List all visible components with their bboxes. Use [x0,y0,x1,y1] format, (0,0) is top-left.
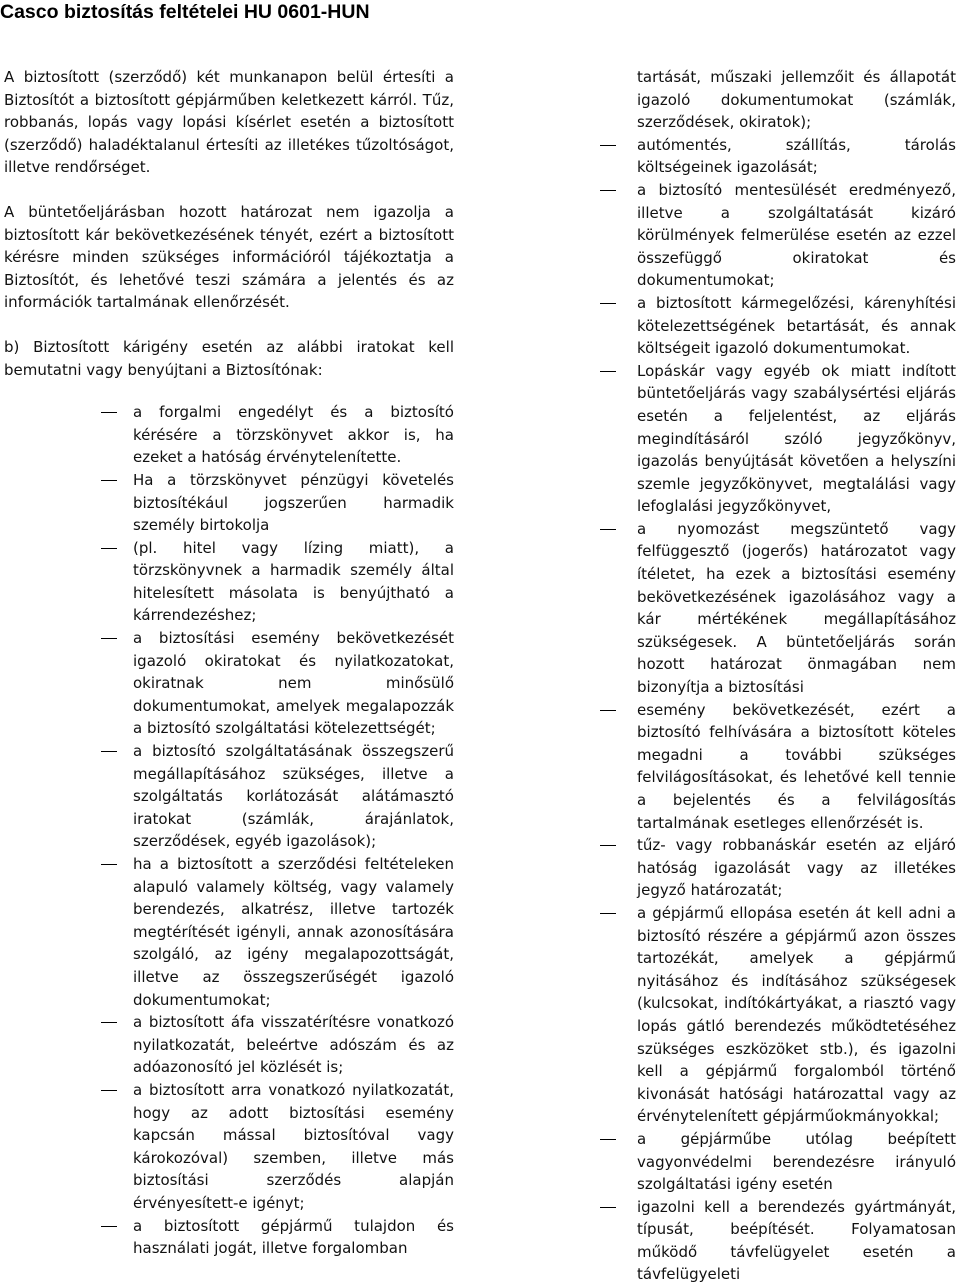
list-item [600,834,956,902]
left-column [4,66,454,1260]
dash-bullet [101,412,117,413]
list-item-text: esemény bekövetkezését, ezért a biztosító felhívására a biztosított köteles megadni a további szükséges felvilágosításokat, és lehetővé kell tennie a bejelentés és a felvilágosítás tartalmának esetleges ellenőrzését is. [637,700,956,832]
dash-bullet [600,913,616,914]
list-item-text: a gépjárműbe utólag beépített vagyonvédelmi berendezésre irányuló szolgáltatási igény esetén [637,1129,956,1194]
list-item-text: a nyomozást megszüntető vagy felfüggesztő (jogerős) határozatot vagy ítéletet, ha ezek a biztosítási esemény bekövetkezésének igazolásához vagy a kár mértékének megállapításához szükségesek. A büntetőeljárás során hozott határozat önmagában nem bizonyítja a biztosítási [637,519,956,697]
dash-bullet [101,751,117,752]
list-item [4,1215,454,1260]
list-item [600,518,956,699]
document-title: Casco biztosítás feltételei HU 0601-HUN [0,1,370,23]
list-item-text: autómentés, szállítás, tárolás költségeinek igazolását; [637,135,956,177]
list-item-continuation [600,66,956,134]
paragraph-criminal-proceedings: A büntetőeljárásban hozott határozat nem igazolja a biztosított kár bekövetkezésének tényét, ezért a biztosított kérésre minden szükséges információról tájékoztatja a Biztosítót, és lehetővé teszi számára a jelentés és az információk tartalmának ellenőrzését. [4,202,454,312]
list-item [4,401,454,469]
dash-bullet [101,480,117,481]
list-item [4,853,454,1011]
list-item-text: a biztosított kármegelőzési, kárenyhítési kötelezettségének betartását, és annak költségeit igazoló dokumentumokat. [637,293,956,358]
dash-bullet [101,548,117,549]
list-item [4,627,454,740]
dash-bullet [600,529,616,530]
list-item [600,1128,956,1196]
list-item [600,179,956,292]
dash-bullet [600,190,616,191]
list-item-text: Lopáskár vagy egyéb ok miatt indított büntetőeljárás vagy szabálysértési eljárás esetén a feljelentést, az eljárás megindításáról szóló jegyzőkönyv, igazolás benyújtását követően a helyszíni szemle jegyzőkönyvet, megtalálási vagy lefoglalási jegyzőkönyvet, [637,361,956,516]
dash-bullet [101,638,117,639]
continued-documents-list [600,66,956,1286]
list-item [600,902,956,1128]
list-item [4,1079,454,1215]
dash-bullet [101,1022,117,1023]
list-item-text: igazolni kell a berendezés gyártmányát, típusát, beépítését. Folyamatosan működő távfelügyelet esetén a távfelügyeleti [637,1197,956,1284]
list-item-text: a gépjármű ellopása esetén át kell adni a biztosító részére a gépjármű azon összes tartozékát, amelyek a gépjármű nyitásához és indításához szükségesek (kulcsokat, indítókártyákat, a riasztó vagy lopás gátló berendezés működtetéséhez szükséges eszközöket stb.), és igazolni kell a gépjármű forgalomból történő kivonását hatósági határozattal vagy az érvénytelenített gépjárműokmányokkal; [637,903,956,1126]
dash-bullet [600,845,616,846]
dash-bullet [600,145,616,146]
dash-bullet [600,710,616,711]
dash-bullet [600,1207,616,1208]
list-item-text: a biztosító mentesülését eredményező, illetve a szolgáltatását kizáró körülmények felmerülése esetén az ezzel összefüggő okiratokat és dokumentumokat; [637,180,956,290]
list-item-text: a forgalmi engedélyt és a biztosító kérésére a törzskönyvet akkor is, ha ezeket a hatóság érvénytelenítette. [133,403,454,467]
dash-bullet [600,1139,616,1140]
list-item-text: Ha a törzskönyvet pénzügyi követelés biztosítékául jogszerűen harmadik személy birtokolja [133,470,454,535]
list-item [4,537,454,627]
list-item-text: a biztosított arra vonatkozó nyilatkozatát, hogy az adott biztosítási esemény kapcsán mással biztosítóval vagy károkozóval) szemben, illetve más biztosítási szerződés alapján érvényesített-e igényt; [133,1080,454,1212]
list-item [4,740,454,853]
dash-bullet [600,303,616,304]
list-item [4,1011,454,1079]
dash-bullet [101,1226,117,1227]
list-item [600,292,956,360]
dash-bullet [101,1090,117,1091]
right-column [600,66,956,1286]
list-item-text: tűz- vagy robbanáskár esetén az eljáró hatóság igazolását vagy az illetékes jegyző határozatát; [637,836,956,900]
list-item-text: a biztosított áfa visszatérítésre vonatkozó nyilatkozatát, beleértve adószám és az adóazonosító jel közlését is; [133,1013,454,1077]
paragraph-notification: A biztosított (szerződő) két munkanapon belül értesíti a Biztosítót a biztosított gépjárműben keletkezett kárról. Tűz, robbanás, lopás vagy lopási kísérlet esetén a biztosított (szerződő) haladéktalanul értesíti az illetékes tűzoltóságot, illetve rendőrséget. [4,68,454,177]
list-item-text: (pl. hitel vagy lízing miatt), a törzskönyvnek a harmadik személy által hitelesített másolata is benyújtható a kárrendezéshez; [133,538,454,625]
list-item-text: a biztosítási esemény bekövetkezését igazoló okiratokat és nyilatkozatokat, okiratnak nem minősülő dokumentumokat, amelyek megalapozzák a biztosító szolgáltatási kötelezettségét; [133,629,454,738]
required-documents-list [4,401,454,1260]
dash-bullet [600,371,616,372]
dash-bullet [101,864,117,865]
list-item-text: a biztosított gépjármű tulajdon és használati jogát, illetve forgalomban [133,1216,454,1258]
list-item [4,469,454,537]
list-item [600,360,956,518]
list-item [600,1196,956,1286]
paragraph-required-documents: b) Biztosított kárigény esetén az alábbi iratokat kell bemutatni vagy benyújtani a Biztosítónak: [4,337,454,379]
list-item [600,134,956,179]
list-item-text: a biztosító szolgáltatásának összegszerű megállapításához szükséges, illetve a szolgáltatás korlátozását alátámasztó iratokat (számlák, árajánlatok, szerződések, egyéb igazolások); [133,742,454,851]
list-item-text: tartását, műszaki jellemzőit és állapotát igazoló dokumentumokat (számlák, szerződések, okiratok); [637,68,956,132]
list-item-text: ha a biztosított a szerződési feltételeken alapuló valamely költség, vagy valamely berendezés, alkatrész, illetve tartozék megtérítését igényli, annak azonosítására szolgáló, az igény megalapozottságát, illetve az összegszerűségét igazoló dokumentumokat; [133,855,454,1009]
list-item [600,699,956,835]
